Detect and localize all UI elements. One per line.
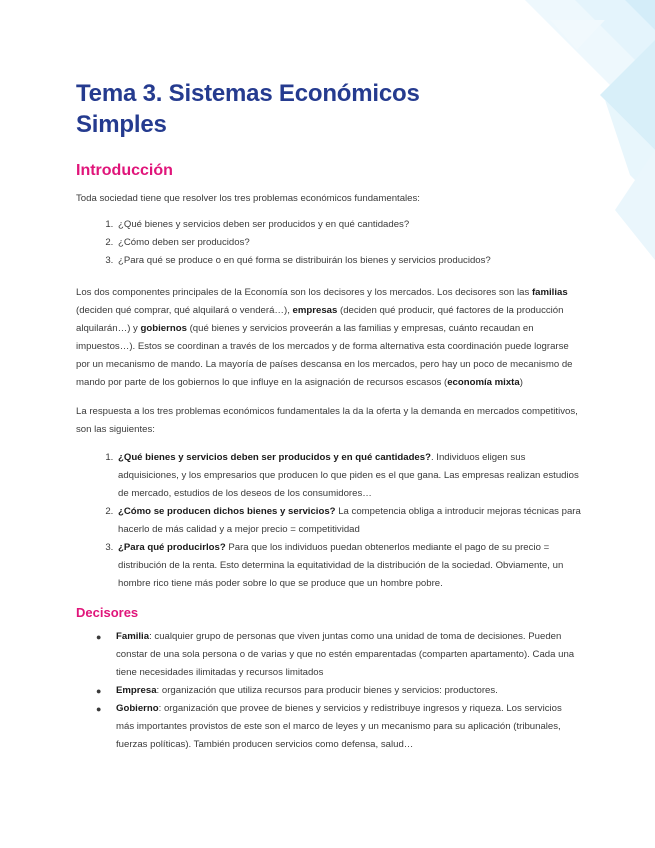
bold-term: ¿Para qué producirlos?	[118, 542, 226, 553]
bold-term: Familia	[116, 631, 150, 642]
answers-list	[76, 449, 581, 593]
list-item: 1. ¿Qué bienes y servicios deben ser producidos y en qué cantidades?	[116, 216, 581, 234]
section-heading-decisores: Decisores	[76, 605, 139, 620]
section-heading-introduccion: Introducción	[76, 162, 173, 179]
bullet-icon: ●	[96, 704, 102, 714]
decisores-list	[76, 628, 581, 754]
list-item	[116, 503, 581, 539]
title-line-2: Simples	[76, 111, 167, 138]
bullet-icon: ●	[96, 686, 102, 696]
bold-term: ¿Qué bienes y servicios deben ser producidos y en qué cantidades?	[118, 452, 431, 463]
questions-list	[76, 216, 581, 270]
list-item	[96, 682, 581, 700]
list-item: 2. ¿Cómo deben ser producidos?	[116, 234, 581, 252]
list-item	[96, 628, 581, 682]
text-run: Los dos componentes principales de la Economía son los decisores y los mercados. Los decisores son las	[76, 287, 532, 298]
text-run: : organización que provee de bienes y servicios y redistribuye ingresos y riqueza. Los servicios más importantes provistos de este son el marco de leyes y un mecanismo para su aplicación (tribunales, fuerzas políticas). También producen servicios como defensa, salud…	[116, 703, 562, 750]
bold-term: Gobierno	[116, 703, 159, 714]
list-item	[116, 449, 581, 503]
bold-term: familias	[531, 287, 568, 298]
text-run: (deciden qué producir, qué factores de la producción alquilarán…) y	[76, 305, 564, 334]
list-item	[96, 700, 581, 754]
page-title	[76, 78, 581, 140]
components-paragraph	[76, 284, 581, 392]
text-run: (deciden qué comprar, qué alquilará o venderá…),	[76, 305, 293, 316]
answers-intro-paragraph: La respuesta a los tres problemas económicos fundamentales la da la oferta y la demanda en mercados competitivos, son las siguientes:	[76, 406, 578, 435]
text-run: : organización que utiliza recursos para producir bienes y servicios: productores.	[156, 685, 498, 696]
list-item	[116, 539, 581, 593]
bold-term: Empresa	[116, 685, 157, 696]
document-page	[76, 78, 581, 754]
bold-term: ¿Cómo se producen dichos bienes y servicios?	[118, 506, 336, 517]
text-run: (qué bienes y servicios proveerán a las familias y empresas, cuánto recaudan en impuestos…). Estos se coordinan a través de los mercados y de forma alternativa esta coordinación puede lograrse por un mecanismo de mando. La mayoría de países descansa en los mercados, pero hay un poco de mecanismo de mando por parte de los gobiernos lo que influye en la asignación de recursos escasos (	[76, 323, 573, 388]
intro-paragraph: Toda sociedad tiene que resolver los tres problemas económicos fundamentales:	[76, 193, 420, 204]
list-item: 3. ¿Para qué se produce o en qué forma se distribuirán los bienes y servicios producidos?	[116, 252, 581, 270]
title-line-1: Tema 3. Sistemas Económicos	[76, 80, 420, 107]
text-run: Para que los individuos puedan obtenerlos mediante el pago de su precio = distribución de la renta. Esto determina la equitatividad de la distribución de la sociedad. Obviamente, un hombre rico tiene más poder sobre lo que se produce que un hombre pobre.	[118, 542, 564, 589]
bold-term: empresas	[292, 305, 338, 316]
text-run: : cualquier grupo de personas que viven juntas como una unidad de toma de decisiones. Pueden constar de una sola persona o de varias y que no estén emparentadas (comparten apartamento). Cada una tiene necesidades ilimitadas y recursos limitados	[116, 631, 575, 678]
bold-term: gobiernos	[140, 323, 187, 334]
text-run: La competencia obliga a introducir mejoras técnicas para hacerlo de más calidad y a mejor precio = competitividad	[118, 506, 581, 535]
bold-term: economía mixta	[447, 377, 520, 388]
text-run: . Individuos eligen sus adquisiciones, y los empresarios que producen lo que piden es el que gana. Las empresas realizan estudios de mercado, estudios de los deseos de los consumidores…	[118, 452, 579, 499]
bullet-icon: ●	[96, 632, 102, 642]
text-run: )	[519, 377, 523, 388]
